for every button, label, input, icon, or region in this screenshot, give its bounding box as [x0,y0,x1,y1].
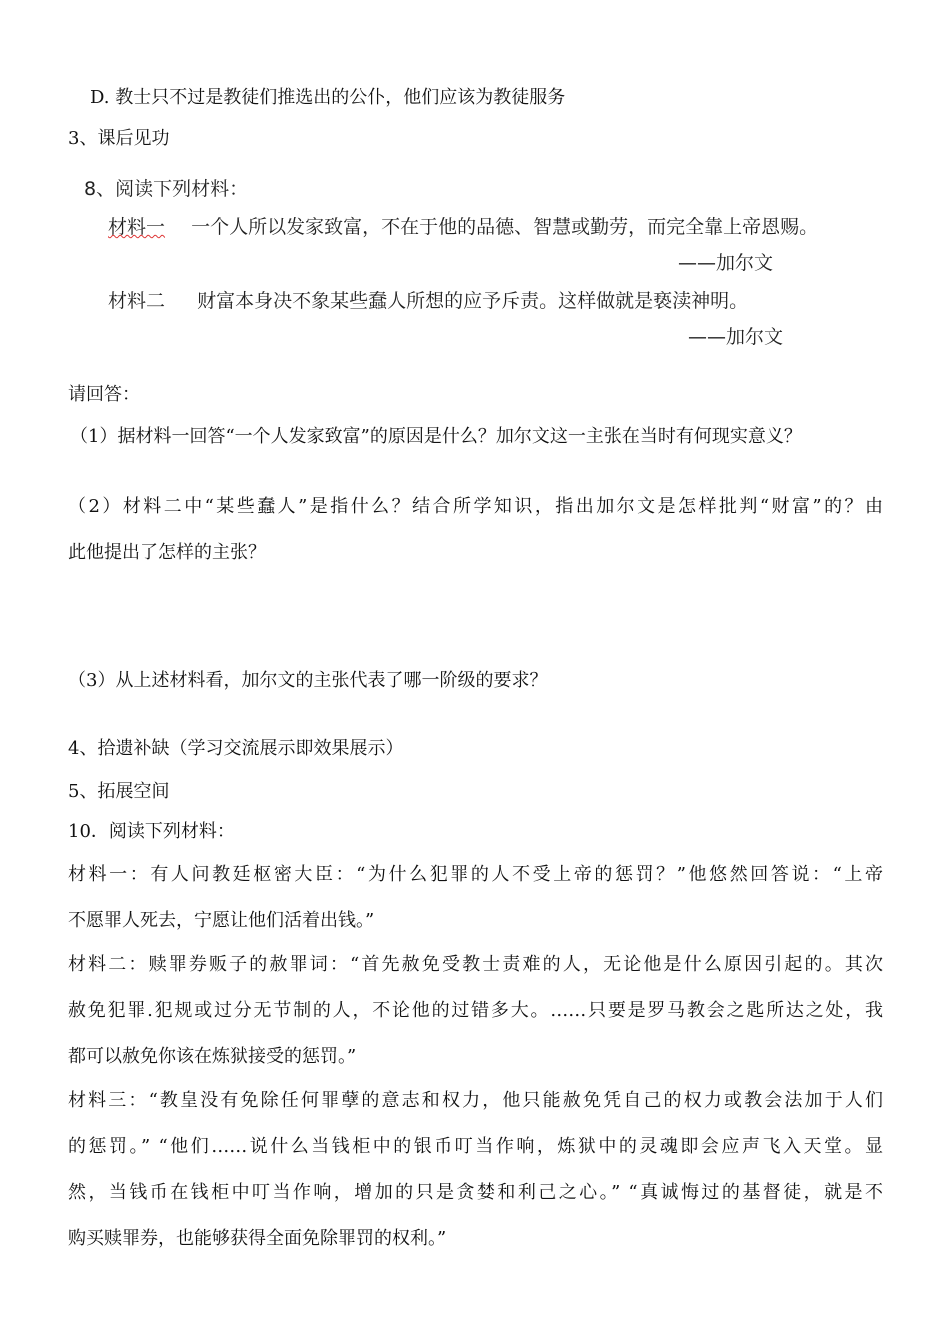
question-10-heading: 10．阅读下列材料： [68,821,235,842]
material-3-line2: 的惩罚。” “他们……说什么当钱柜中的银币叮当作响，炼狱中的灵魂即会应声飞入天堂。显 [68,1136,883,1157]
material-3-line3: 然，当钱币在钱柜中叮当作响，增加的只是贪婪和利己之心。” “真诚悔过的基督徒，就是不 [68,1182,883,1203]
section-3-heading: 3、课后见功 [68,128,170,149]
image-m1-text: 一个人所以发家致富，不在于他的品德、智慧或勤劳，而完全靠上帝恩赐。 [191,216,819,238]
material-2-line2: 赦免犯罪.犯规或过分无节制的人，不论他的过错多大。……只要是罗马教会之匙所达之处，我 [68,1000,883,1021]
image-m2-source: ——加尔文 [688,326,784,348]
material-1-line2: 不愿罪人死去，宁愿让他们活着出钱。” [68,910,375,931]
material-2-line1: 材料二：赎罪券贩子的赦罪词：“首先赦免受教士责难的人，无论他是什么原因引起的。其次 [68,954,883,975]
image-m2-label: 材料二 [108,290,166,312]
material-3-line1: 材料三：“教皇没有免除任何罪孽的意志和权力，他只能赦免凭自己的权力或教会法加于人们 [68,1090,883,1111]
image-material-2 [108,286,748,313]
material-3-line4: 购买赎罪券，也能够获得全面免除罪罚的权利。” [68,1228,447,1249]
image-heading: 8、阅读下列材料： [84,178,249,200]
question-2-line2: 此他提出了怎样的主张？ [68,542,266,563]
question-1: （1）据材料一回答“一个人发家致富”的原因是什么？加尔文这一主张在当时有何现实意义？ [70,426,802,447]
scanned-material-image [84,168,844,353]
question-intro: 请回答： [68,384,140,405]
question-3: （3）从上述材料看，加尔文的主张代表了哪一阶级的要求？ [68,670,548,691]
material-1-line1: 材料一：有人问教廷枢密大臣：“为什么犯罪的人不受上帝的惩罚？”他悠然回答说：“上帝 [68,864,883,885]
option-d: D. 教士只不过是教徒们推选出的公仆，他们应该为教徒服务 [90,87,566,108]
image-material-1 [108,212,818,239]
image-m2-text: 财富本身决不象某些蠢人所想的应予斥责。这样做就是亵渎神明。 [197,290,749,312]
material-2-line3: 都可以赦免你该在炼狱接受的惩罚。” [68,1046,357,1067]
question-2-line1: （2）材料二中“某些蠢人”是指什么？结合所学知识，指出加尔文是怎样批判“财富”的？由 [68,496,883,517]
section-4-heading: 4、拾遗补缺（学习交流展示即效果展示） [68,738,404,759]
section-5-heading: 5、拓展空间 [68,781,170,802]
image-m1-label: 材料一 [108,216,166,238]
image-m1-source: ——加尔文 [678,252,774,274]
